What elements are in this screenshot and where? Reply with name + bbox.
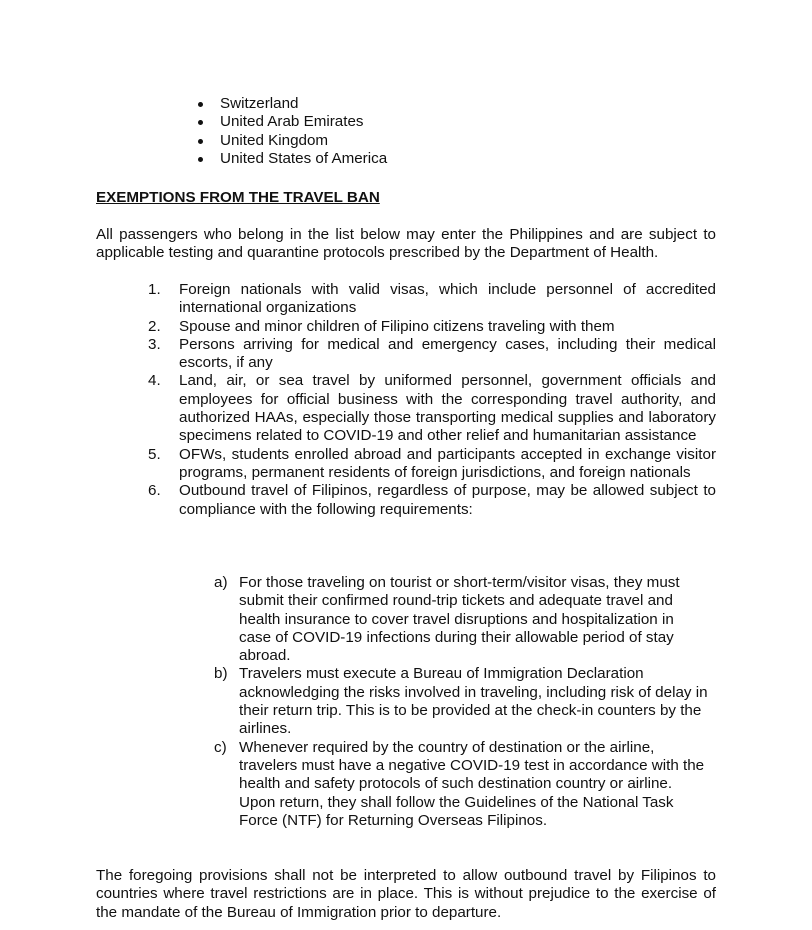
exemption-text: Persons arriving for medical and emergency cases, including their medical escorts, if any [179,335,716,372]
item-number: 3. [148,335,161,353]
exemption-item [148,336,716,373]
requirement-item [214,574,710,665]
section-heading: EXEMPTIONS FROM THE TRAVEL BAN [96,189,380,206]
item-letter: a) [214,574,228,591]
requirement-text: Travelers must execute a Bureau of Immigration Declaration acknowledging the risks involved in traveling, including risk of delay in their return trip. This is to be provided at the check-in counters by the airlines. [239,665,708,738]
item-number: 6. [148,482,161,500]
list-item [198,95,387,113]
bullet-icon [198,120,203,125]
exemption-text: Spouse and minor children of Filipino citizens traveling with them [179,317,615,335]
list-item [198,113,387,131]
country-name: Switzerland [220,95,299,112]
country-name: United Kingdom [220,131,329,149]
list-item [198,132,387,150]
exemption-text: Land, air, or sea travel by uniformed personnel, government officials and employees for official business with the corresponding travel authority, and authorized HAAs, especially those transporting medical supplies and laboratory specimens related to COVID-19 and other relief and humanitarian assistance [179,372,716,445]
requirement-text: Whenever required by the country of destination or the airline, travelers must have a negative COVID-19 test in accordance with the health and safety protocols of such destination country or airline. Upon return, they shall follow the Guidelines of the National Task Force (NTF) for Returning Overseas Filipinos. [239,738,705,829]
exemption-text: Outbound travel of Filipinos, regardless of purpose, may be allowed subject to compliance with the following requirements: [179,482,716,518]
country-list [198,95,387,168]
bullet-icon [198,139,203,144]
exemption-text: Foreign nationals with valid visas, which include personnel of accredited international organizations [179,281,716,317]
closing-paragraph: The foregoing provisions shall not be interpreted to allow outbound travel by Filipinos to countries where travel restrictions are in place. This is without prejudice to the exercise of the mandate of the Bureau of Immigration prior to departure. [96,867,716,921]
item-number: 1. [148,281,161,298]
item-letter: c) [214,738,227,756]
requirement-item [214,739,710,830]
intro-paragraph: All passengers who belong in the list below may enter the Philippines and are subject to applicable testing and quarantine protocols prescribed by the Department of Health. [96,226,716,262]
exemption-item [148,482,716,519]
requirements-list [214,574,710,830]
item-number: 5. [148,445,161,463]
exemption-item [148,318,716,336]
exemptions-list [148,281,716,519]
country-name: United Arab Emirates [220,113,364,131]
bullet-icon [198,102,203,107]
item-number: 4. [148,372,161,390]
bullet-icon [198,157,203,162]
item-letter: b) [214,665,228,683]
item-number: 2. [148,317,161,335]
requirement-text: For those traveling on tourist or short-term/visitor visas, they must submit their confirmed round-trip tickets and adequate travel and health insurance to cover travel disruptions and hospitalization in case of COVID-19 infections during their allowable period of stay abroad. [239,574,680,665]
list-item [198,150,387,168]
exemption-item [148,446,716,483]
requirement-item [214,665,710,738]
exemption-text: OFWs, students enrolled abroad and participants accepted in exchange visitor programs, permanent residents of foreign jurisdictions, and foreign nationals [179,445,716,481]
exemption-item [148,281,716,318]
country-name: United States of America [220,149,388,167]
exemption-item [148,372,716,445]
